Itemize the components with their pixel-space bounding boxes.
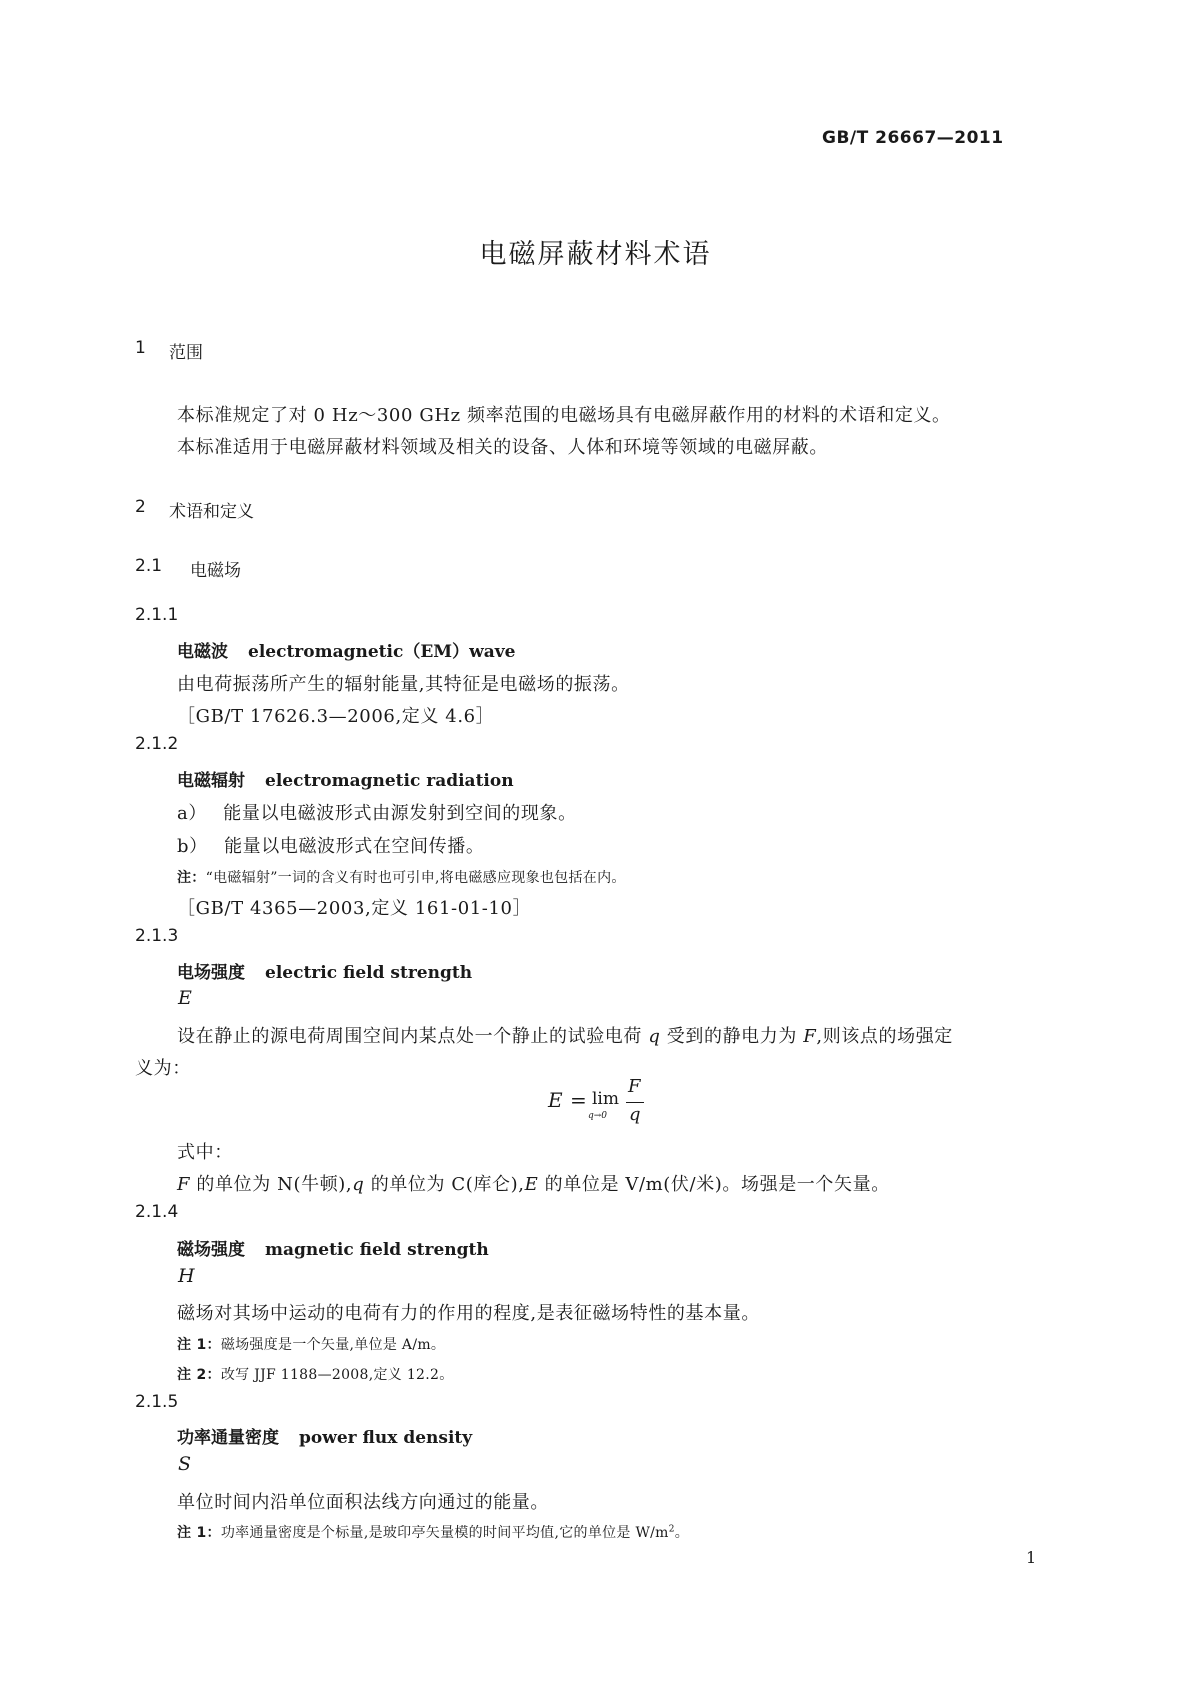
term-2-1-3-definition-line-2: 义为： xyxy=(135,1058,191,1079)
superscript-2: 2 xyxy=(668,1524,675,1535)
formula-equals: = xyxy=(570,1088,587,1112)
term-2-1-2-reference: ［GB/T 4365—2003,定义 161-01-10］ xyxy=(177,898,532,919)
text-run: 的单位是 V/m(伏/米)。场强是一个矢量。 xyxy=(538,1174,890,1195)
term-2-1-2-item-b xyxy=(177,832,484,858)
term-2-1-4-note-2 xyxy=(177,1364,454,1384)
note-label: 注 1： xyxy=(177,1337,221,1353)
term-2-1-3-symbol: E xyxy=(178,987,192,1009)
term-2-1-3-heading xyxy=(177,958,472,983)
note-text: 功率通量密度是个标量,是玻印亭矢量模的时间平均值,它的单位是 W/m xyxy=(220,1525,669,1541)
item-text: 能量以电磁波形式在空间传播。 xyxy=(224,836,485,857)
electric-field-formula xyxy=(548,1076,668,1126)
term-2-1-3-where: 式中： xyxy=(177,1142,233,1163)
section-1-heading: 范围 xyxy=(169,343,203,363)
term-cn: 功率通量密度 xyxy=(177,1428,279,1448)
term-2-1-2-item-a xyxy=(177,799,577,825)
note-text: “电磁辐射”一词的含义有时也可引申,将电磁感应现象也包括在内。 xyxy=(205,870,626,886)
term-en: electric field strength xyxy=(265,963,473,983)
variable-q: q xyxy=(648,1026,661,1047)
subsection-2-1-heading: 电磁场 xyxy=(190,561,241,581)
term-2-1-5-symbol: S xyxy=(178,1453,192,1475)
term-en: electromagnetic radiation xyxy=(265,771,514,791)
text-run: ,则该点的场强定 xyxy=(816,1026,953,1047)
variable-F: F xyxy=(177,1174,191,1195)
term-2-1-5-note-1 xyxy=(177,1522,689,1542)
text-run: 设在静止的源电荷周围空间内某点处一个静止的试验电荷 xyxy=(177,1026,649,1047)
standard-number: GB/T 26667—2011 xyxy=(822,128,1004,148)
term-en: electromagnetic（EM）wave xyxy=(248,642,516,662)
variable-q: q xyxy=(352,1174,365,1195)
term-cn: 电磁辐射 xyxy=(177,771,245,791)
term-en: power flux density xyxy=(299,1428,473,1448)
term-2-1-1-reference: ［GB/T 17626.3—2006,定义 4.6］ xyxy=(177,706,495,727)
term-2-1-4-heading xyxy=(177,1235,489,1260)
term-cn: 磁场强度 xyxy=(177,1240,245,1260)
term-2-1-4-symbol: H xyxy=(178,1265,195,1287)
note-label: 注： xyxy=(177,870,206,886)
text-run: 的单位为 C(库仑), xyxy=(364,1174,525,1195)
formula-lhs: E xyxy=(548,1088,563,1112)
note-label: 注 2： xyxy=(177,1367,221,1383)
text-run: 的单位为 N(牛顿), xyxy=(190,1174,353,1195)
item-text: 能量以电磁波形式由源发射到空间的现象。 xyxy=(223,803,577,824)
item-label: b） xyxy=(177,836,208,857)
term-cn: 电场强度 xyxy=(177,963,245,983)
term-2-1-2-note xyxy=(177,867,626,887)
term-cn: 电磁波 xyxy=(177,642,228,662)
formula-numerator: F xyxy=(628,1076,641,1097)
formula-denominator: q xyxy=(629,1104,641,1125)
term-2-1-5-number: 2.1.5 xyxy=(135,1392,179,1412)
document-title: 电磁屏蔽材料术语 xyxy=(479,239,712,270)
formula-limit-subscript: q→0 xyxy=(588,1111,608,1121)
term-2-1-5-heading xyxy=(177,1423,472,1448)
term-2-1-1-definition: 由电荷振荡所产生的辐射能量,其特征是电磁场的振荡。 xyxy=(177,674,630,695)
term-2-1-3-units xyxy=(177,1170,890,1196)
subsection-2-1-number: 2.1 xyxy=(135,556,163,576)
formula-fraction-bar xyxy=(626,1102,644,1103)
term-2-1-2-heading xyxy=(177,766,514,791)
scope-paragraph-1: 本标准规定了对 0 Hz～300 GHz 频率范围的电磁场具有电磁屏蔽作用的材料的术语和定义。 xyxy=(177,405,951,426)
term-2-1-3-definition-line-1 xyxy=(177,1022,953,1048)
page-number: 1 xyxy=(1026,1548,1037,1567)
note-end: 。 xyxy=(674,1525,690,1541)
term-2-1-3-number: 2.1.3 xyxy=(135,926,179,946)
formula-limit: lim xyxy=(592,1089,619,1109)
note-text: 改写 JJF 1188—2008,定义 12.2。 xyxy=(220,1367,454,1383)
term-2-1-4-note-1 xyxy=(177,1334,445,1354)
text-run: 受到的静电力为 xyxy=(660,1026,804,1047)
section-2-number: 2 xyxy=(135,497,146,517)
term-2-1-1-number: 2.1.1 xyxy=(135,605,179,625)
note-text: 磁场强度是一个矢量,单位是 A/m。 xyxy=(220,1337,446,1353)
variable-E: E xyxy=(524,1174,539,1195)
note-label: 注 1： xyxy=(177,1525,221,1541)
term-2-1-2-number: 2.1.2 xyxy=(135,734,179,754)
term-2-1-4-definition: 磁场对其场中运动的电荷有力的作用的程度,是表征磁场特性的基本量。 xyxy=(177,1303,760,1324)
scope-paragraph-2: 本标准适用于电磁屏蔽材料领域及相关的设备、人体和环境等领域的电磁屏蔽。 xyxy=(177,437,828,458)
term-2-1-5-definition: 单位时间内沿单位面积法线方向通过的能量。 xyxy=(177,1492,549,1513)
section-1-number: 1 xyxy=(135,338,146,358)
term-2-1-4-number: 2.1.4 xyxy=(135,1202,179,1222)
item-label: a） xyxy=(177,803,207,824)
term-en: magnetic field strength xyxy=(265,1240,489,1260)
term-2-1-1-heading xyxy=(177,637,515,662)
section-2-heading: 术语和定义 xyxy=(169,502,254,522)
variable-F: F xyxy=(803,1026,817,1047)
